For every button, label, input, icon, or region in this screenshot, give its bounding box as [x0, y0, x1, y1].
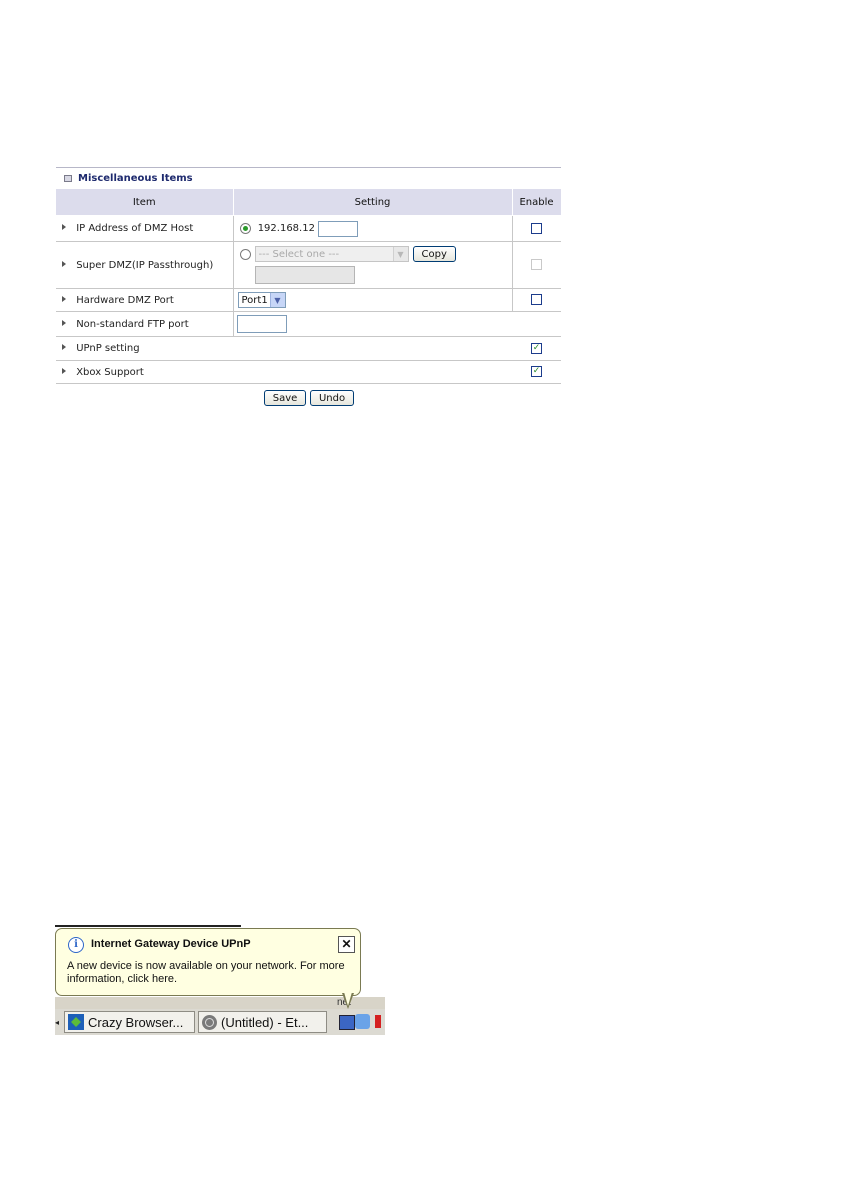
column-header-setting: Setting [233, 189, 512, 216]
row-enable-cell [512, 216, 561, 242]
row-setting-cell [233, 289, 512, 312]
obscured-text-fragment: net [337, 997, 351, 1008]
red-tray-icon[interactable] [375, 1015, 381, 1028]
taskbar-button-crazy-browser[interactable] [64, 1011, 195, 1033]
undo-button[interactable]: Undo [310, 390, 354, 406]
row-setting-cell [233, 242, 512, 289]
hardware-dmz-port-value: Port1 [241, 294, 268, 306]
table-row [56, 216, 561, 242]
chevron-down-icon: ▼ [393, 247, 408, 261]
row-setting-cell [233, 216, 512, 242]
upnp-notification-balloon[interactable] [55, 928, 361, 996]
row-arrow-icon [62, 224, 66, 230]
balloon-title: Internet Gateway Device UPnP [91, 938, 251, 950]
close-icon[interactable]: ✕ [338, 936, 355, 953]
dmz-ip-prefix: 192.168.12 [257, 223, 315, 234]
info-icon: i [68, 937, 84, 953]
hardware-dmz-enable-checkbox[interactable] [531, 294, 542, 305]
table-row [56, 242, 561, 289]
settings-table [56, 188, 562, 384]
row-arrow-icon [62, 296, 66, 302]
row-enable-cell [512, 242, 561, 289]
upnp-label: UPnP setting [76, 343, 140, 354]
taskbar-button-label: (Untitled) - Et... [221, 1014, 309, 1030]
super-dmz-radio[interactable] [240, 249, 251, 260]
row-arrow-icon [62, 320, 66, 326]
table-row [56, 312, 561, 337]
save-button[interactable]: Save [264, 390, 306, 406]
ftp-port-label: Non-standard FTP port [76, 318, 189, 330]
table-row [56, 289, 561, 312]
balloon-message[interactable]: A new device is now available on your network. For more information, click here. [67, 960, 345, 985]
misc-items-panel [56, 167, 561, 412]
action-buttons [56, 384, 561, 412]
copy-button[interactable]: Copy [413, 246, 456, 262]
upnp-enable-checkbox[interactable]: ✓ [532, 342, 541, 353]
row-item-cell [56, 242, 233, 289]
row-arrow-icon [62, 344, 66, 350]
dmz-host-enable-checkbox[interactable] [531, 223, 542, 234]
dmz-host-label: IP Address of DMZ Host [76, 223, 194, 234]
super-dmz-select[interactable] [255, 246, 409, 262]
scroll-left-icon[interactable]: ◂ [55, 1018, 60, 1027]
ftp-port-input[interactable] [237, 315, 287, 333]
row-arrow-icon [62, 261, 66, 267]
row-enable-cell [512, 337, 561, 361]
panel-header [56, 167, 561, 188]
row-item-cell [56, 361, 512, 384]
super-dmz-select-value: --- Select one --- [258, 248, 340, 260]
table-row [56, 337, 561, 361]
network-icon[interactable] [339, 1015, 355, 1030]
taskbar [55, 1009, 385, 1035]
crazy-browser-icon [68, 1014, 84, 1030]
super-dmz-enable-checkbox[interactable] [531, 259, 542, 270]
balloon-tail-fill [344, 992, 352, 1006]
table-header-row [56, 189, 561, 216]
column-header-enable: Enable [512, 189, 561, 216]
untitled-app-icon [202, 1015, 217, 1030]
hardware-dmz-label: Hardware DMZ Port [76, 294, 174, 306]
dmz-host-radio[interactable] [240, 223, 251, 234]
taskbar-button-untitled[interactable] [198, 1011, 327, 1033]
panel-title: Miscellaneous Items [78, 172, 193, 184]
row-setting-cell [233, 312, 561, 337]
window-edge-line [55, 925, 241, 927]
column-header-item: Item [56, 189, 233, 216]
row-item-cell [56, 289, 233, 312]
row-item-cell [56, 337, 512, 361]
section-bullet-icon [64, 175, 72, 182]
row-item-cell [56, 312, 233, 337]
table-row [56, 361, 561, 384]
hardware-dmz-port-select[interactable] [238, 292, 286, 308]
xbox-label: Xbox Support [76, 366, 144, 378]
dmz-ip-last-octet-input[interactable] [318, 221, 358, 237]
row-item-cell [56, 216, 233, 242]
xbox-enable-checkbox[interactable]: ✓ [532, 366, 541, 377]
super-dmz-label: Super DMZ(IP Passthrough) [76, 259, 214, 271]
row-arrow-icon [62, 368, 66, 374]
network-connections-icon[interactable] [355, 1014, 370, 1029]
chevron-down-icon: ▼ [270, 293, 285, 307]
taskbar-button-label: Crazy Browser... [88, 1014, 184, 1030]
row-enable-cell [512, 361, 561, 384]
row-enable-cell [512, 289, 561, 312]
taskbar-notification-area [55, 925, 385, 1035]
super-dmz-mac-input[interactable] [255, 266, 355, 284]
